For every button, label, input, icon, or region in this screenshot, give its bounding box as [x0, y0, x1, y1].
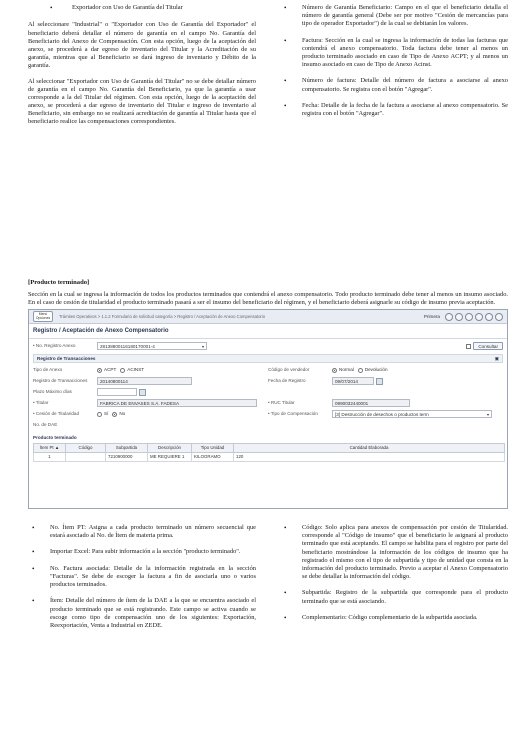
codigo-vendedor-label: Código de vendedor — [268, 367, 310, 373]
list-item — [280, 524, 508, 581]
ruc-label: • RUC Titular — [268, 400, 295, 406]
radio-label: ACPT — [104, 367, 117, 373]
registro-row — [29, 341, 507, 352]
cell: 120 — [234, 452, 505, 461]
form-row — [33, 420, 503, 431]
list-item — [280, 102, 508, 118]
fecha-registro-label: Fecha de Registro — [268, 378, 306, 384]
list-item — [28, 565, 256, 590]
radio-icon — [358, 368, 363, 373]
cell: ME REQUIERE 1 — [148, 452, 192, 461]
producto-terminado-title: Producto terminado — [33, 434, 77, 440]
ruc-field: 0990032440001 — [332, 399, 410, 407]
cell: 1 — [34, 452, 66, 461]
radio-label: No — [119, 411, 126, 417]
bullet-text: No. Factura asociada: Detalle de la información registrada en la sección "Facturas". Se debe de escoger la factura a fin de asociarla uno o varios productos terminados. — [50, 564, 256, 589]
bullet-text: Factura: Sección en la cual se ingresa la información de todas las facturas que contendrá el anexo compensatorio. Toda factura debe tener al menos un producto terminado asociado en caso de Tipo de Anexo ACPT; y al menos un insumo asociado en caso de Tipo de Anexo Acinst. — [302, 36, 508, 69]
bullet-text: Importar Excel: Para subir información a la sección "producto terminado". — [50, 548, 241, 556]
list-item — [280, 37, 508, 70]
bottom-columns — [28, 524, 508, 638]
bottom-right-column — [280, 524, 508, 638]
form-row — [33, 409, 503, 420]
bullet-icon: • — [32, 548, 35, 557]
top-columns — [28, 4, 508, 134]
nav-circle-icon[interactable] — [495, 313, 503, 321]
table-row[interactable] — [34, 452, 505, 461]
list-item — [28, 597, 256, 630]
cell: 7210900000 — [106, 452, 148, 461]
bullet-text: Número de Garantía Beneficiario: Campo en el que el beneficiario detalla el número de garantía general (Debe ser por motivo "Cesión de mercancías para tipo de operador Exportador") de la cual se debitarán los valores. — [302, 4, 508, 28]
cesion-label: • Cesión de Titularidad — [33, 411, 80, 417]
paragraph: Al seleccionare "Industrial" o "Exportador con Uso de Garantía del Exportador" el beneficiario deberá detallar el número de garantía en el campo No. Garantía del Beneficiario del Anexo de Compensación. Con esta opción, luego de la aceptación del anexo, se procederá a dar egreso de inventario del Titular y la Acreditación de su garantía, mientras que al Beneficiario se dará ingreso de inventario y Débito de la garantía. — [28, 21, 256, 70]
producto-table — [33, 443, 505, 462]
tipo-anexo-radio[interactable] — [120, 367, 144, 373]
plazo-input[interactable] — [97, 388, 137, 396]
tipo-comp-label: • Tipo de Compensación — [268, 411, 318, 417]
top-right-column — [280, 4, 508, 134]
bullet-text: Número de factura: Detalle del número de factura a asociarse al anexo compensatorio. Se registra con el botón "Agregar". — [302, 77, 508, 93]
calendar-icon[interactable] — [376, 378, 383, 385]
radio-label: Devolución — [364, 367, 388, 373]
radio-label: ACINST — [127, 367, 145, 373]
bullet-text: Subpartida: Registro de la subpartida que corresponde para el producto terminado que se está asociando. — [302, 589, 508, 605]
list-item — [28, 524, 256, 540]
list-item — [280, 4, 508, 29]
col-header[interactable]: Subpartida — [106, 443, 148, 452]
bullet-icon: • — [284, 613, 287, 622]
registro-label: • No. Registro Anexo — [33, 343, 76, 349]
titular-field: FABRICA DE ENVASES S.A. FADESA — [97, 399, 257, 407]
col-header[interactable]: Cantidad Elaborada — [234, 443, 505, 452]
table-header-row — [34, 443, 505, 452]
registro-trans-label: Registro de Transacciones — [33, 378, 88, 384]
list-item — [280, 589, 508, 605]
registro-select[interactable]: 28138800116180170001-4 ▾ — [97, 342, 207, 350]
collapse-icon[interactable]: ▣ — [494, 355, 499, 361]
transacciones-section-bar — [33, 354, 503, 363]
form-grid — [29, 365, 507, 431]
radio-icon — [120, 368, 125, 373]
list-item — [28, 4, 256, 12]
nav-circle-icon[interactable] — [465, 313, 473, 321]
tipo-anexo-label: Tipo de Anexo — [33, 367, 63, 373]
menu-options-button[interactable]: Menú Opciones — [33, 311, 53, 322]
nav-circle-icon[interactable] — [455, 313, 463, 321]
cell: KILOGRAMO — [192, 452, 234, 461]
radio-selected-icon — [97, 368, 102, 373]
embedded-screenshot — [28, 309, 508, 509]
bullet-icon: • — [284, 36, 287, 45]
bullet-text: Complementario: Código complementario de la subpartida asociada. — [302, 613, 478, 621]
app-toolbar — [29, 310, 507, 324]
bullet-icon: • — [32, 597, 35, 606]
fecha-registro-field: 09/07/2014 — [332, 377, 374, 385]
top-left-column — [28, 4, 256, 134]
si-radio[interactable] — [97, 411, 108, 417]
radio-selected-icon — [112, 412, 117, 417]
form-row — [33, 365, 503, 376]
radio-label: Normal — [339, 367, 354, 373]
checkbox[interactable] — [466, 344, 471, 349]
bullet-text: Fecha: Detalle de la fecha de la factura a asociarse al anexo compensatorio. Se registra con el botón "Agregar". — [302, 101, 508, 117]
calendar-icon[interactable] — [139, 389, 146, 396]
registro-trans-field: 20140800114 — [97, 377, 192, 385]
bullet-text: Exportador con Uso de Garantía del Titular — [72, 4, 183, 11]
titular-label: • Titular — [33, 400, 49, 406]
bullet-text: Código: Solo aplica para anexos de compensación por cesión de Titularidad. corresponde al "Código de insumo" que el beneficiario le asignará al producto terminado que está aceptando. El campo se habilita para el registro por parte del beneficiario mostrándose la información de los códigos de insumo que ha registrado el mismo con el tipo de subpartida y tipo de unidad que consta en la información del producto terminado. Previo a aceptar el Anexo Compensatorio se debe detallar la información del código. — [302, 524, 508, 581]
consultar-button[interactable]: Consultar — [473, 342, 503, 350]
bullet-text: No. Ítem PT: Asigna a cada producto terminado un número secuencial que estará asociado al No. de Ítem de materia prima. — [50, 524, 256, 540]
bullet-icon: • — [50, 4, 53, 12]
list-item — [280, 77, 508, 93]
form-title: Registro / Aceptación de Anexo Compensatorio — [29, 324, 507, 339]
section-paragraph: Sección en la cual se ingresa la información de todos los productos terminados que contendrá el anexo compensatorio. Todo producto terminado debe tener al menos un insumo asociado. En el caso de cesión de titularidad el producto terminado pasará a ser el insumo del beneficiario del régimen, y el beneficiario deberá asignarle su código de insumo previa aceptación. — [28, 291, 508, 307]
plazo-label: Plazo Máximo días — [33, 389, 72, 395]
form-row — [33, 398, 503, 409]
radio-icon — [97, 412, 102, 417]
list-item — [280, 614, 508, 622]
tipo-comp-select[interactable]: [3] Destrucción de desechos o productos term ▾ — [332, 410, 492, 418]
form-row — [33, 387, 503, 398]
tipo-anexo-radio[interactable] — [97, 367, 116, 373]
list-item — [28, 548, 256, 556]
section-heading: [Producto terminado] — [28, 279, 90, 286]
col-header[interactable]: Código — [66, 443, 106, 452]
nav-circle-icon[interactable] — [475, 313, 483, 321]
dae-label: No. de DAE — [33, 422, 58, 428]
nav-circle-icon[interactable] — [485, 313, 493, 321]
col-header[interactable]: Ítem Pt ▲ — [34, 443, 66, 452]
form-row — [33, 376, 503, 387]
bullet-icon: • — [32, 564, 35, 573]
first-page-label: Primera — [423, 313, 440, 319]
bullet-icon: • — [284, 524, 287, 532]
bullet-text: Ítem: Detalle del número de ítem de la DAE a la que se encuentra asociado el producto terminado que se está registrando. Este campo se activa cuando se escoge como tipo de compensación uno de los siguientes: Exportación, Reexportación, Venta a Industrial en ZEDE. — [50, 597, 256, 629]
bullet-icon: • — [284, 77, 287, 86]
breadcrumb: Trámites Operativos > 1.1.2 Formulario de solicitud categoría > Registro / Aceptación de Anexo Compensatorio — [59, 313, 266, 319]
col-header[interactable]: Tipo Unidad — [192, 443, 234, 452]
nav-circle-icon[interactable] — [445, 313, 453, 321]
section-label: Registro de Transacciones — [37, 355, 96, 361]
radio-selected-icon — [332, 368, 337, 373]
bullet-icon: • — [284, 101, 287, 110]
paragraph: Al seleccionar "Exportador con Uso de Garantía del Titular" no se debe detallar número de garantía en el campo No. Garantía del Beneficiario, ya que la garantía a usar corresponde a la del Titular del régimen. Con esta opción, luego de la aceptación del anexo, se procederá a dar egreso de inventario del Titular e ingreso de inventario al Beneficiario, sin embargo no se realizará acreditación de garantía al Titular hasta que el beneficiario realice las compensaciones correspondientes. — [28, 77, 256, 126]
radio-label: Sí — [104, 411, 109, 417]
normal-radio[interactable] — [332, 367, 354, 373]
devolucion-radio[interactable] — [358, 367, 388, 373]
col-header[interactable]: Descripción — [148, 443, 192, 452]
no-radio[interactable] — [112, 411, 125, 417]
bullet-icon: • — [284, 4, 287, 12]
bullet-icon: • — [284, 589, 287, 598]
bottom-left-column — [28, 524, 256, 638]
bullet-icon: • — [32, 524, 35, 532]
cell — [66, 452, 106, 461]
